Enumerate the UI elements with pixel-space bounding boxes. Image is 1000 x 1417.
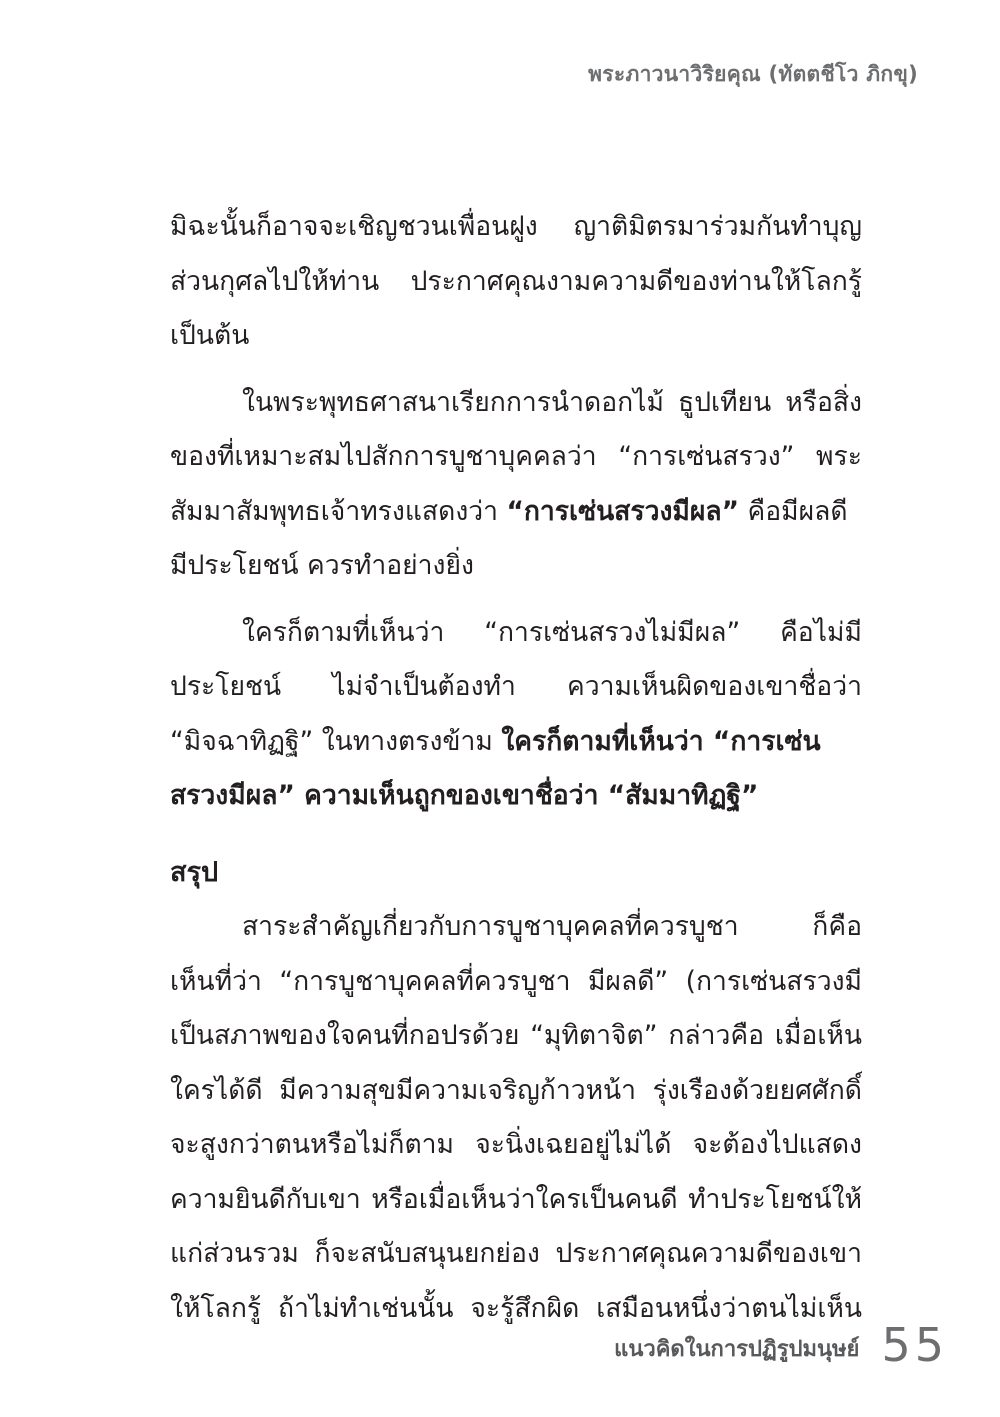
emphasis-text: “การเซ่นสรวงมีผล”: [506, 495, 740, 527]
paragraph-2: [170, 376, 862, 594]
body-text: [170, 200, 862, 1336]
text-line: เป็นสภาพของใจคนที่กอปรด้วย “มุทิตาจิต” กล่าวคือ เมื่อเห็น: [170, 1020, 862, 1051]
text-line: เห็นที่ว่า “การบูชาบุคคลที่ควรบูชา มีผลดี” (การเซ่นสรวงมี: [170, 965, 862, 997]
paragraph-gap: [170, 594, 862, 606]
text-line: เป็นต้น: [170, 320, 250, 351]
emphasis-text: ใครก็ตามที่เห็นว่า “การเซ่น: [501, 725, 821, 757]
section-heading: สรุป: [170, 856, 219, 888]
paragraph-3: [170, 606, 862, 824]
emphasis-line: สรวงมีผล” ความเห็นถูกของเขาชื่อว่า “สัมมาทิฏฐิ”: [170, 780, 759, 811]
text-line: ประโยชน์ ไม่จำเป็นต้องทำ ความเห็นผิดของเขาชื่อว่า: [170, 671, 862, 702]
paragraph-4: [170, 900, 862, 1336]
text-line: [170, 715, 862, 770]
text-line: [170, 485, 862, 540]
text-line: แก่ส่วนรวม ก็จะสนับสนุนยกย่อง ประกาศคุณความดีของเขา: [170, 1238, 862, 1269]
running-header: พระภาวนาวิริยคุณ (ทัตตชีโว ภิกขุ): [588, 62, 918, 86]
text-run: สัมมาสัมพุทธเจ้าทรงแสดงว่า: [170, 495, 507, 527]
text-line: ของที่เหมาะสมไปสักการบูชาบุคคลว่า “การเซ่นสรวง” พระ: [170, 441, 862, 472]
text-line: ให้โลกรู้ ถ้าไม่ทำเช่นนั้น จะรู้สึกผิด เสมือนหนึ่งว่าตนไม่เห็น: [170, 1292, 862, 1324]
text-line: มิฉะนั้นก็อาจจะเชิญชวนเพื่อนฝูง ญาติมิตรมาร่วมกันทำบุญ: [170, 211, 862, 242]
book-title: แนวคิดในการปฏิรูปมนุษย์: [614, 1336, 860, 1362]
text-run: คือมีผลดี: [739, 495, 848, 527]
text-line: ความยินดีกับเขา หรือเมื่อเห็นว่าใครเป็นคนดี ทำประโยชน์ให้: [170, 1183, 862, 1215]
text-line: ในพระพุทธศาสนาเรียกการนำดอกไม้ ธูปเทียน หรือสิ่ง: [242, 386, 862, 418]
text-line: ใครได้ดี มีความสุขมีความเจริญก้าวหน้า รุ่งเรืองด้วยยศศักดิ์: [170, 1074, 862, 1106]
text-run: “มิจฉาทิฏฐิ” ในทางตรงข้าม: [170, 725, 502, 757]
paragraph-gap: [170, 364, 862, 376]
page-footer: [614, 1318, 948, 1372]
text-line: สาระสำคัญเกี่ยวกับการบูชาบุคคลที่ควรบูชา ก็คือ: [242, 911, 862, 942]
section-gap: [170, 824, 862, 846]
paragraph-1: [170, 200, 862, 364]
text-line: จะสูงกว่าตนหรือไม่ก็ตาม จะนิ่งเฉยอยู่ไม่ได้ จะต้องไปแสดง: [170, 1129, 862, 1160]
text-line: ส่วนกุศลไปให้ท่าน ประกาศคุณงามความดีของท่านให้โลกรู้: [170, 265, 862, 297]
page-number: 55: [881, 1318, 948, 1372]
text-line: ใครก็ตามที่เห็นว่า “การเซ่นสรวงไม่มีผล” คือไม่มี: [242, 616, 862, 648]
text-line: มีประโยชน์ ควรทำอย่างยิ่ง: [170, 550, 474, 581]
